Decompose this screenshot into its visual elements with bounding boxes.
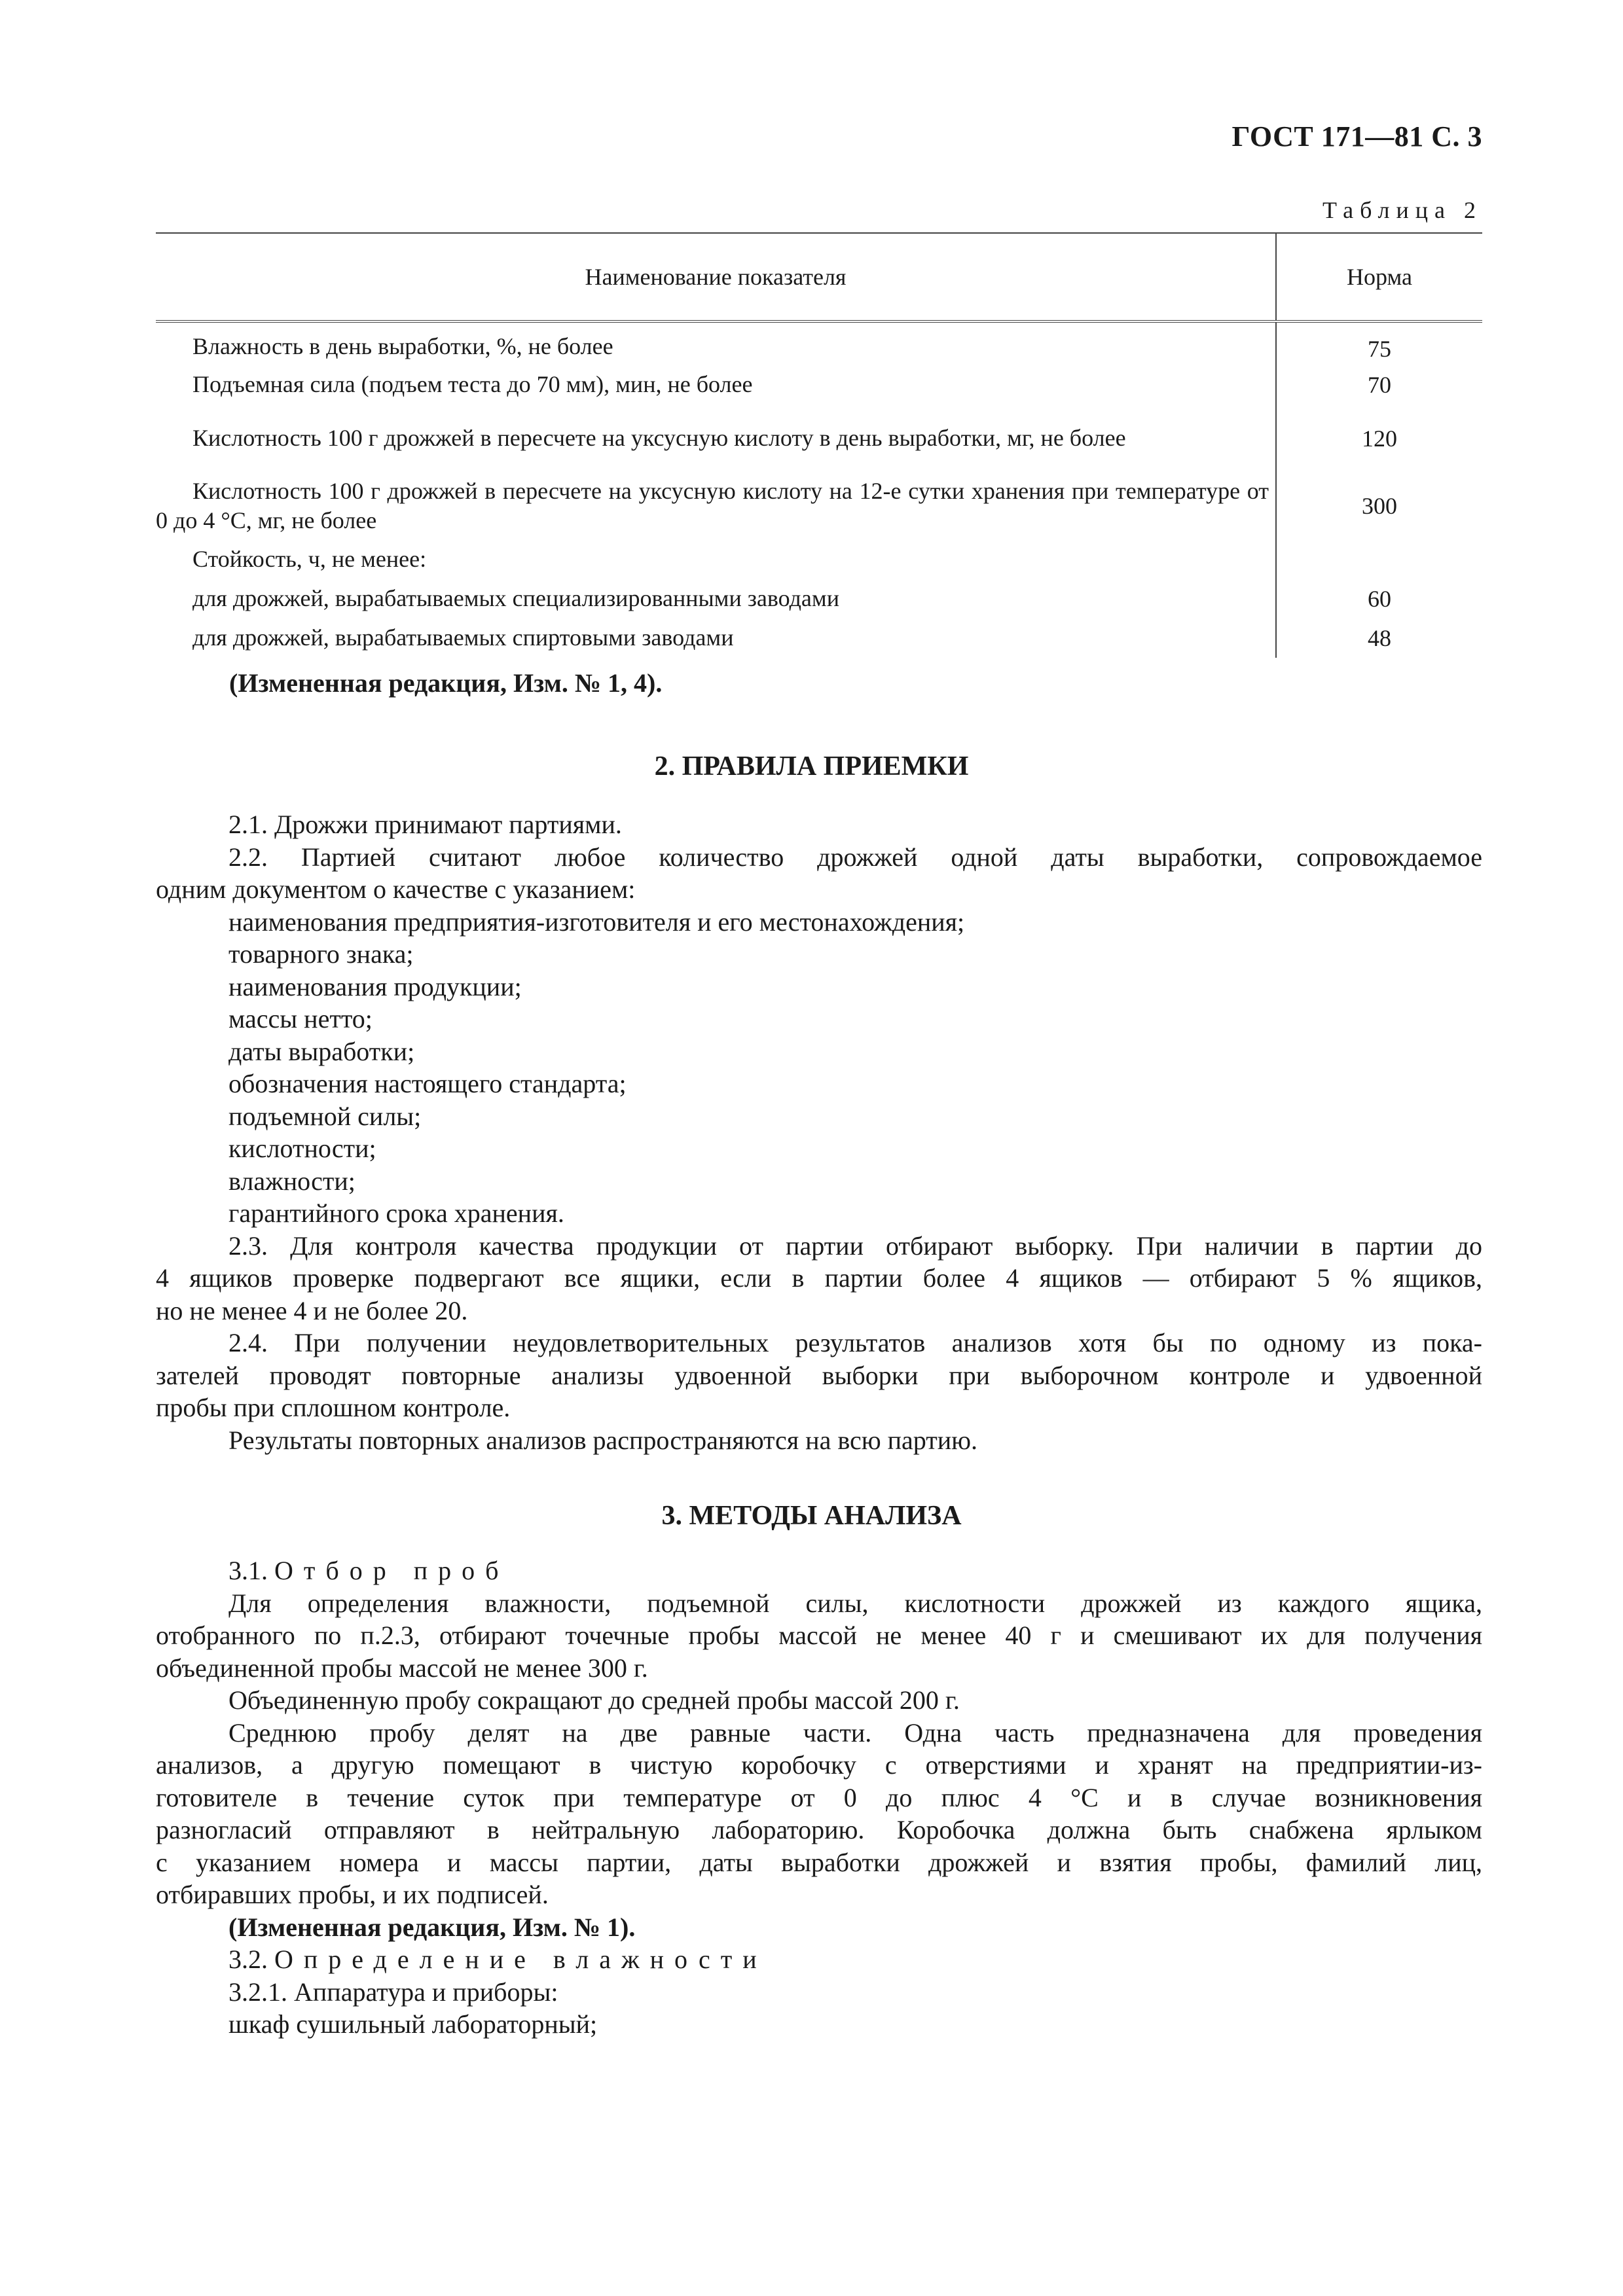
list-item: шкаф сушильный лабораторный; xyxy=(228,2009,598,2039)
paragraph-3-1-heading: 3.1. Отбор проб xyxy=(228,1556,509,1585)
table-row xyxy=(156,366,1482,404)
list-item: наименования предприятия-изготовителя и его местонахождения; xyxy=(228,906,965,937)
table-header-norm: Норма xyxy=(1276,233,1482,321)
table-header-name: Наименование показателя xyxy=(156,233,1276,321)
paragraph-2-3-line: 2.3. Для контроля качества продукции от партии отбирают выборку. При наличии в партии до xyxy=(228,1230,1482,1261)
table-row xyxy=(156,404,1482,473)
paragraph-3-1-line: объединенной пробы массой не менее 300 г. xyxy=(156,1653,648,1683)
paragraph-2-4-line: зателей проводят повторные анализы удвоенной выборки при выборочном контроле и удвоенной xyxy=(156,1360,1482,1390)
paragraph-3-1-line: Среднюю пробу делят на две равные части. Одна часть предназначена для проведения xyxy=(228,1717,1482,1748)
page-header: ГОСТ 171—81 С. 3 xyxy=(1231,120,1482,152)
list-item: наименования продукции; xyxy=(228,971,522,1001)
table-caption: Таблица 2 xyxy=(1322,197,1482,223)
table-cell-norm: 60 xyxy=(1276,579,1482,619)
amendment-note: (Измененная редакция, Изм. № 1). xyxy=(228,1912,636,1942)
amendment-note: (Измененная редакция, Изм. № 1, 4). xyxy=(229,668,663,698)
table-cell-norm: 70 xyxy=(1276,366,1482,404)
table-cell-norm: 300 xyxy=(1276,473,1482,540)
paragraph-3-1-line: разногласий отправляют в нейтральную лабораторию. Коробочка должна быть снабжена ярлыком xyxy=(156,1815,1482,1844)
table-cell-norm xyxy=(1276,540,1482,579)
paragraph-2-1: 2.1. Дрожжи принимают партиями. xyxy=(228,810,622,839)
list-item: влажности; xyxy=(228,1166,356,1196)
table-cell-name: Кислотность 100 г дрожжей в пересчете на уксусную кислоту на 12-е сутки хранения при температуре от 0 до 4 °С, мг, не более xyxy=(156,477,1269,534)
table-cell-norm: 75 xyxy=(1276,321,1482,366)
list-item: даты выработки; xyxy=(228,1036,415,1066)
paragraph-2-3-line: 4 ящиков проверке подвергают все ящики, если в партии более 4 ящиков — отбирают 5 % ящиков, xyxy=(156,1263,1482,1293)
table-cell-name: Подъемная сила (подъем теста до 70 мм), мин, не более xyxy=(192,371,753,398)
table-cell-name: для дрожжей, вырабатываемых спиртовыми заводами xyxy=(192,624,734,651)
paragraph-2-4-line: пробы при сплошном контроле. xyxy=(156,1393,511,1422)
section-3-title: 3. МЕТОДЫ АНАЛИЗА xyxy=(661,1501,962,1531)
table-row xyxy=(156,579,1482,619)
paragraph-2-3-line: но не менее 4 и не более 20. xyxy=(156,1295,468,1325)
paragraph-3-1-line: отбиравших пробы, и их подписей. xyxy=(156,1880,549,1909)
list-item: массы нетто; xyxy=(228,1004,373,1033)
paragraph-3-1-line: готовителе в течение суток при температуре от 0 до плюс 4 °С и в случае возникновения xyxy=(156,1782,1482,1812)
table-cell-norm: 48 xyxy=(1276,619,1482,658)
paragraph-2-2-line: 2.2. Партией считают любое количество дрожжей одной даты выработки, сопровождаемое xyxy=(228,842,1482,872)
norms-table xyxy=(156,232,1482,658)
table-cell-name: Стойкость, ч, не менее: xyxy=(192,546,427,573)
paragraph-3-1-line: отобранного по п.2.3, отбирают точечные пробы массой не менее 40 г и смешивают их для получения xyxy=(156,1621,1482,1650)
list-item: подъемной силы; xyxy=(228,1101,422,1131)
section-2-title: 2. ПРАВИЛА ПРИЕМКИ xyxy=(654,751,969,781)
table-cell-name: Кислотность 100 г дрожжей в пересчете на уксусную кислоту в день выработки, мг, не более xyxy=(192,424,1126,451)
paragraph-3-2-1: 3.2.1. Аппаратура и приборы: xyxy=(228,1977,558,2007)
table-row xyxy=(156,540,1482,579)
table-cell-norm: 120 xyxy=(1276,404,1482,473)
paragraph-3-2-heading: 3.2. Определение влажности xyxy=(228,1945,767,1974)
paragraph-3-1-line: с указанием номера и массы партии, даты выработки дрожжей и взятия пробы, фамилий лиц, xyxy=(156,1847,1482,1877)
list-item: кислотности; xyxy=(228,1134,376,1163)
paragraph-3-1-line: анализов, а другую помещают в чистую коробочку с отверстиями и хранят на предприятии-из- xyxy=(156,1750,1482,1780)
section-2-body xyxy=(156,808,1482,1456)
table-cell-name: для дрожжей, вырабатываемых специализированными заводами xyxy=(192,585,839,612)
table-cell-name: Влажность в день выработки, %, не более xyxy=(192,333,613,359)
list-item: гарантийного срока хранения. xyxy=(228,1198,564,1228)
list-item: обозначения настоящего стандарта; xyxy=(228,1069,627,1098)
table-row xyxy=(156,321,1482,366)
paragraph-2-4-line: 2.4. При получении неудовлетворительных результатов анализов хотя бы по одному из пока- xyxy=(228,1328,1482,1357)
table-row xyxy=(156,473,1482,540)
table-row xyxy=(156,619,1482,658)
section-3-body xyxy=(156,1554,1482,2041)
paragraph-3-1-line: Объединенную пробу сокращают до средней пробы массой 200 г. xyxy=(228,1685,960,1715)
paragraph-2-4-line: Результаты повторных анализов распространяются на всю партию. xyxy=(228,1425,978,1455)
paragraph-2-2-line: одним документом о качестве с указанием: xyxy=(156,874,636,904)
paragraph-3-1-line: Для определения влажности, подъемной силы, кислотности дрожжей из каждого ящика, xyxy=(228,1588,1482,1618)
list-item: товарного знака; xyxy=(228,939,414,969)
